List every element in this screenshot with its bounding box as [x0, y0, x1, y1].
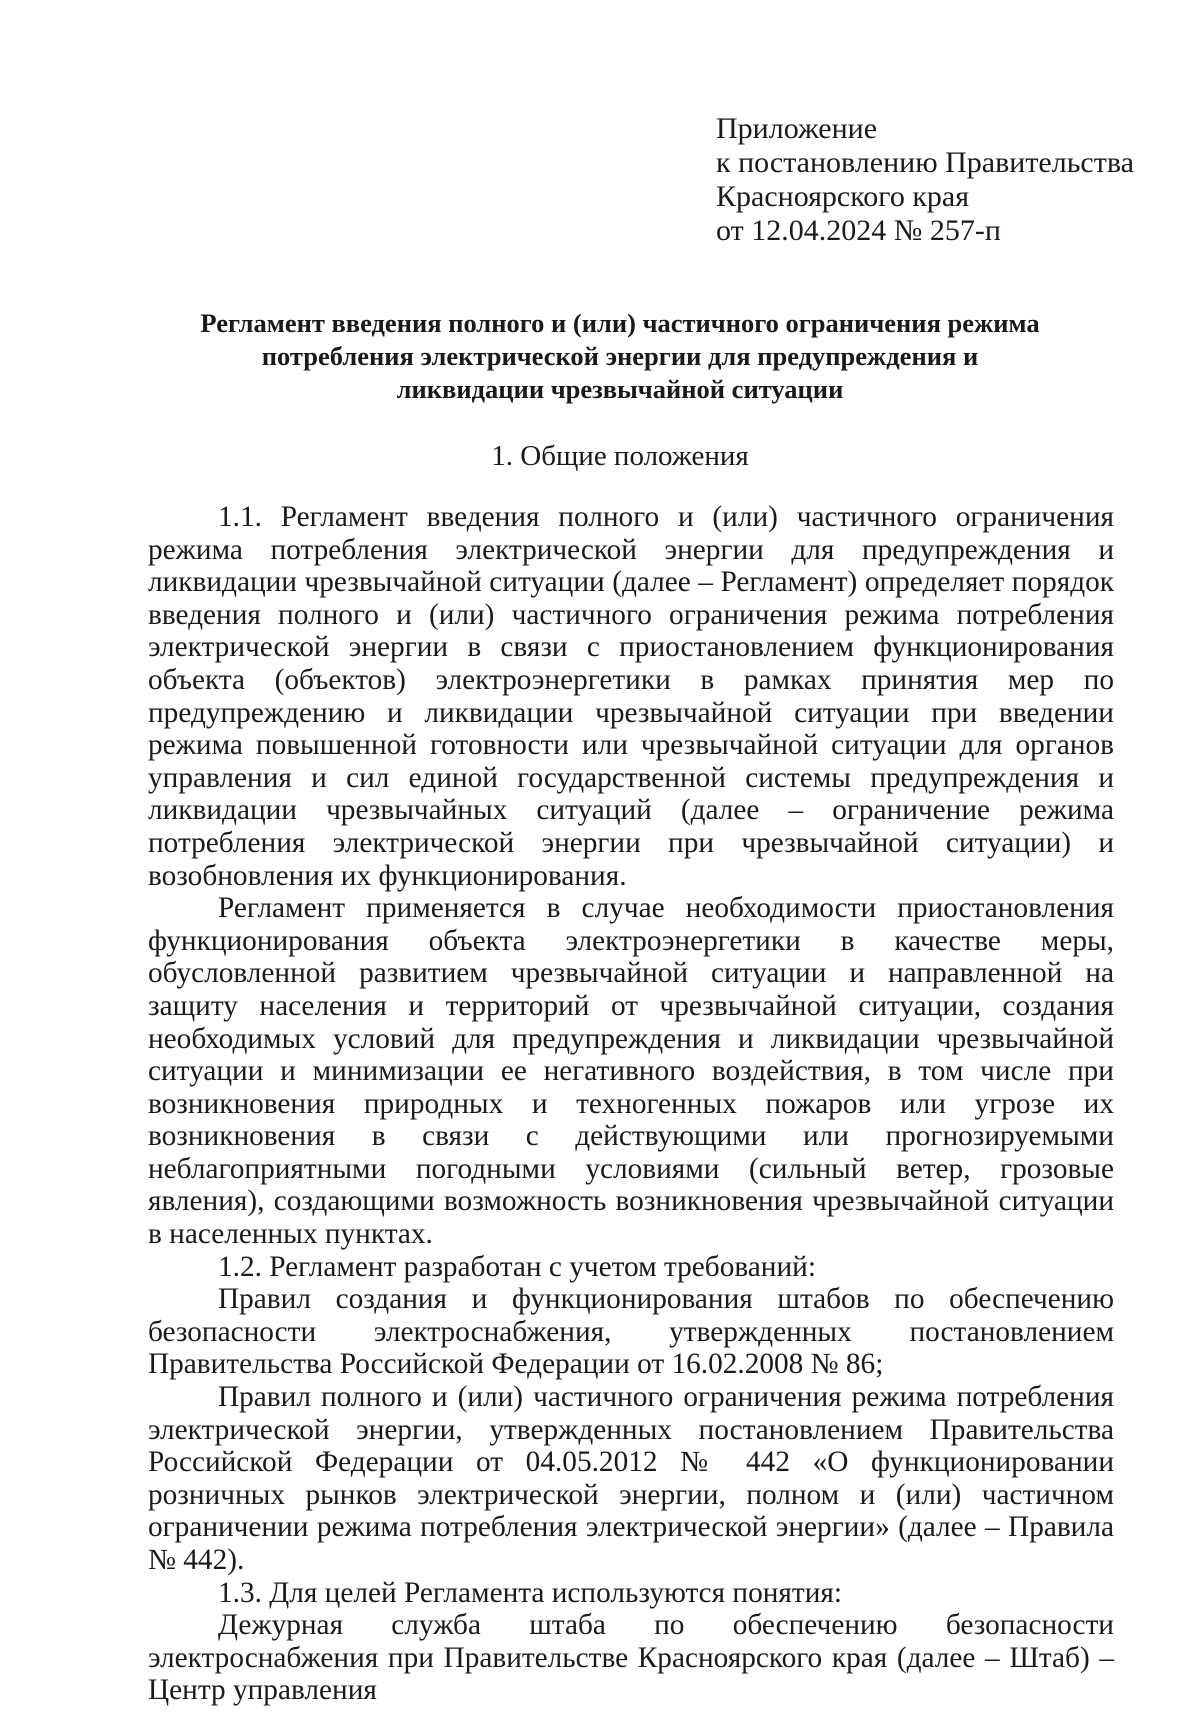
document-body [148, 501, 1114, 1707]
paragraph: 1.1. Регламент введения полного и (или) частичного ограничения режима потребления электрической энергии для предупреждения и ликвидации чрезвычайной ситуации (далее – Регламент) определяет порядок введения полного и (или) частичного ограничения режима потребления электрической энергии в связи с приостановлением функционирования объекта (объектов) электроэнергетики в рамках принятия мер по предупреждению и ликвидации чрезвычайной ситуации при введении режима повышенной готовности или чрезвычайной ситуации для органов управления и сил единой государственной системы предупреждения и ликвидации чрезвычайных ситуаций (далее – ограничение режима потребления электрической энергии при чрезвычайной ситуации) и возобновления их функционирования. [148, 501, 1114, 892]
section-heading: 1. Общие положения [491, 440, 749, 472]
document-title [150, 307, 1090, 406]
appendix-block [716, 112, 1134, 248]
title-line: Регламент введения полного и (или) частичного ограничения режима [200, 308, 1040, 338]
paragraph: 1.2. Регламент разработан с учетом требований: [218, 1250, 816, 1283]
title-line: потребления электрической энергии для предупреждения и [261, 341, 979, 371]
title-line: ликвидации чрезвычайной ситуации [396, 374, 844, 404]
paragraph: Правил полного и (или) частичного ограничения режима потребления электрической энергии, утвержденных постановлением Правительства Российской Федерации от 04.05.2012 № 442 «О функционировании розничных рынков электрической энергии, полном и (или) частичном ограничении режима потребления электрической энергии» (далее – Правила № 442). [148, 1381, 1114, 1576]
paragraph: Правил создания и функционирования штабов по обеспечению безопасности электроснабжения, утвержденных постановлением Правительства Российской Федерации от 16.02.2008 № 86; [148, 1283, 1114, 1381]
appendix-reference: к постановлению Правительства [716, 146, 1134, 179]
paragraph: Регламент применяется в случае необходимости приостановления функционирования объекта электроэнергетики в качестве меры, обусловленной развитием чрезвычайной ситуации и направленной на защиту населения и территорий от чрезвычайной ситуации, создания необходимых условий для предупреждения и ликвидации чрезвычайной ситуации и минимизации ее негативного воздействия, в том числе при возникновения природных и техногенных пожаров или угрозе их возникновения в связи с действующими или прогнозируемыми неблагоприятными погодными условиями (сильный ветер, грозовые явления), создающими возможность возникновения чрезвычайной ситуации в населенных пунктах. [148, 892, 1114, 1251]
paragraph: 1.3. Для целей Регламента используются понятия: [218, 1576, 843, 1609]
appendix-label: Приложение [716, 112, 878, 145]
paragraph: Дежурная служба штаба по обеспечению безопасности электроснабжения при Правительстве Красноярского края (далее – Штаб) – Центр управления [148, 1609, 1114, 1707]
appendix-date-number: от 12.04.2024 № 257-п [716, 214, 1001, 247]
appendix-region: Красноярского края [716, 180, 970, 213]
